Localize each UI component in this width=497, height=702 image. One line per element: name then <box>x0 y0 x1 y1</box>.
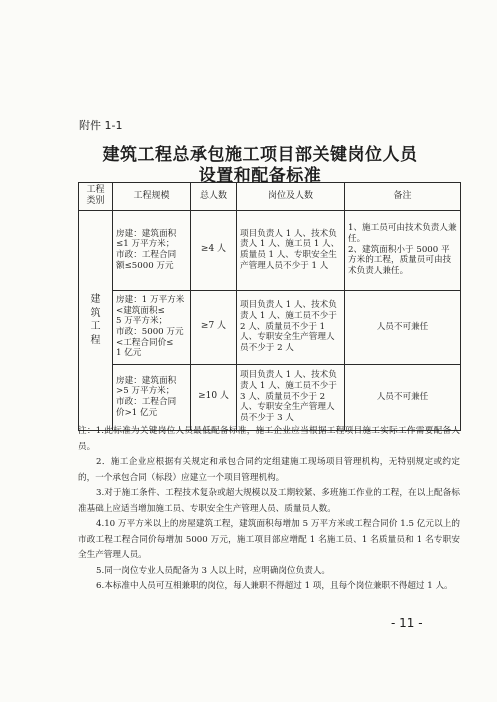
positions-cell: 项目负责人 1 人、技术负责人 1 人、施工员不少于 2 人、质量员不少于 1 人、专职安全生产管理人员不少于 2 人 <box>237 290 345 364</box>
positions-cell: 项目负责人 1 人、技术负责人 1 人、施工员 1 人、质量员 1 人、专职安全生产管理人员不少于 1 人 <box>237 210 345 290</box>
header-scale: 工程规模 <box>113 183 191 211</box>
notes-section <box>78 424 460 595</box>
scale-cell: 房建：建筑面积 ≤1 万平方米； 市政：工程合同 额≤5000 万元 <box>113 210 191 290</box>
table-header-row <box>79 183 461 211</box>
annex-label: 附件 1-1 <box>79 119 123 132</box>
note-paragraph: 5.同一岗位专业人员配备为 3 人以上时，应明确岗位负责人。 <box>96 565 330 576</box>
total-cell: ≥7 人 <box>191 290 237 364</box>
note-paragraph: 4.10 万平方米以上的房屋建筑工程，建筑面积每增加 5 万平方米或工程合同价 1.5 亿元以上的市政工程工程合同价每增加 5000 万元，施工项目部应增配 1 名施工员、1 名质量员和 1 名专职安全生产管理人员。 <box>78 519 460 560</box>
total-cell: ≥10 人 <box>191 364 237 430</box>
note-paragraph: 2．施工企业应根据有关规定和承包合同约定组建施工现场项目管理机构，无特别规定或约定的，一个承包合同（标段）应建立一个项目管理机构。 <box>78 457 460 483</box>
document-title-line-1: 建筑工程总承包施工项目部关键岗位人员 <box>102 145 418 165</box>
remarks-cell: 人员不可兼任 <box>345 364 461 430</box>
remarks-cell: 1、施工员可由技术负责人兼任。 2、建筑面积小于 5000 平方米的工程，质量员可由技术负责人兼任。 <box>345 210 461 290</box>
note-paragraph: 注：1.此标准为关键岗位人员最低配备标准，施工企业应当根据工程项目施工实际工作需要配备人员。 <box>78 426 460 452</box>
table-row <box>79 210 461 290</box>
scale-cell: 房建：1 万平方米 <建筑面积≤ 5 万平方米； 市政：5000 万元 <工程合同价≤ 1 亿元 <box>113 290 191 364</box>
header-remarks: 备注 <box>345 183 461 211</box>
table-row <box>79 364 461 430</box>
category-cell: 建 筑 工 程 <box>79 210 113 430</box>
note-paragraph: 6.本标准中人员可互相兼职的岗位，每人兼职不得超过 1 项，且每个岗位兼职不得超过 1 人。 <box>96 581 453 591</box>
page-number: - 11 - <box>391 616 423 630</box>
staffing-standard-table <box>78 182 461 431</box>
scale-cell: 房建：建筑面积 >5 万平方米； 市政：工程合同 价>1 亿元 <box>113 364 191 430</box>
note-paragraph: 3.对于施工条件、工程技术复杂或超大规模以及工期较紧、多班施工作业的工程，在以上配备标准基础上应适当增加施工员、专职安全生产管理人员、质量员人数。 <box>78 488 460 514</box>
total-cell: ≥4 人 <box>191 210 237 290</box>
document-title-line-2: 设置和配备标准 <box>198 166 322 186</box>
positions-cell: 项目负责人 1 人、技术负责人 1 人、施工员不少于 3 人、质量员不少于 2 人、专职安全生产管理人员不少于 3 人 <box>237 364 345 430</box>
remarks-cell: 人员不可兼任 <box>345 290 461 364</box>
table-row <box>79 290 461 364</box>
header-total: 总人数 <box>191 183 237 211</box>
header-positions: 岗位及人数 <box>237 183 345 211</box>
header-category: 工程 类别 <box>79 183 113 211</box>
